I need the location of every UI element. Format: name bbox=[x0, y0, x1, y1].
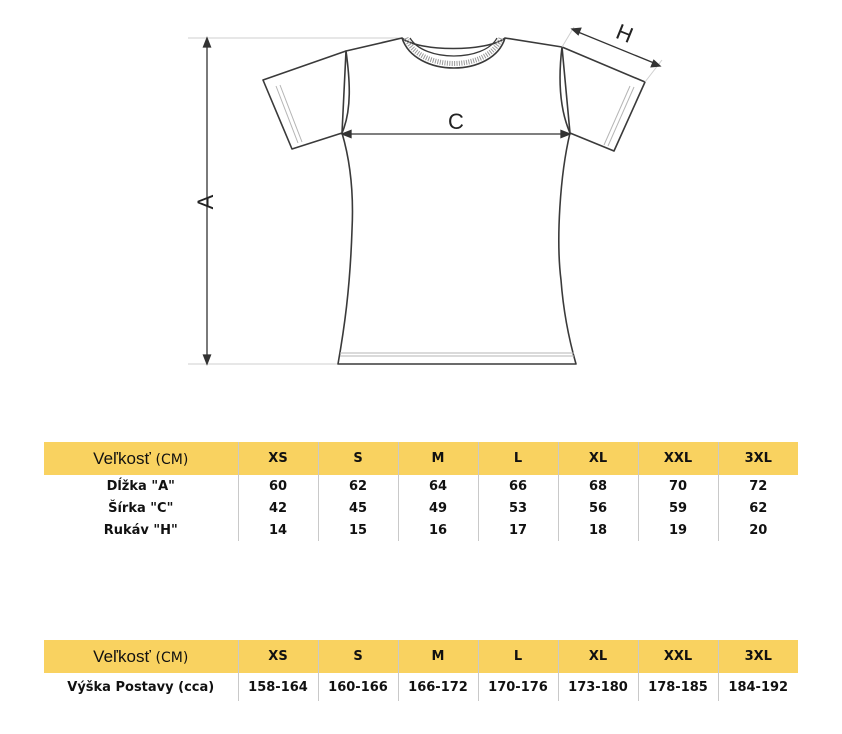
table-cell: 15 bbox=[318, 519, 398, 541]
label-sleeve: H bbox=[612, 18, 637, 49]
header-size-xxl: XXL bbox=[638, 442, 718, 475]
header-size-xs: XS bbox=[238, 640, 318, 673]
body-height-table bbox=[44, 640, 798, 701]
table-cell: 18 bbox=[558, 519, 638, 541]
header-size-xl: XL bbox=[558, 442, 638, 475]
header-size-l: L bbox=[478, 640, 558, 673]
table-cell: 184-192 bbox=[728, 679, 789, 695]
table-cell: 72 bbox=[749, 478, 768, 494]
table-row-length bbox=[44, 475, 798, 497]
row-label: Výška Postavy (cca) bbox=[44, 673, 238, 701]
header-size-xs: XS bbox=[238, 442, 318, 475]
header-size-m: M bbox=[398, 640, 478, 673]
table-cell: 173-180 bbox=[558, 673, 638, 701]
table-cell: 19 bbox=[638, 519, 718, 541]
table-cell: 70 bbox=[638, 475, 718, 497]
tshirt-outline bbox=[263, 38, 645, 364]
table-cell: 62 bbox=[749, 500, 768, 516]
table-cell: 17 bbox=[478, 519, 558, 541]
header-size-3xl: 3XL bbox=[718, 640, 798, 673]
table-cell: 170-176 bbox=[478, 673, 558, 701]
row-label: Dĺžka "A" bbox=[44, 475, 238, 497]
label-length: A bbox=[192, 194, 218, 210]
header-size-label: Veľkosť (CM) bbox=[44, 442, 238, 475]
table-cell: 158-164 bbox=[238, 673, 318, 701]
table-cell: 68 bbox=[558, 475, 638, 497]
table-cell: 45 bbox=[318, 497, 398, 519]
header-size-xxl: XXL bbox=[638, 640, 718, 673]
table-cell: 16 bbox=[398, 519, 478, 541]
table-cell: 66 bbox=[478, 475, 558, 497]
table-header-row bbox=[44, 442, 798, 475]
header-size-s: S bbox=[318, 442, 398, 475]
header-size-xl: XL bbox=[558, 640, 638, 673]
label-width: C bbox=[448, 108, 464, 134]
header-size-l: L bbox=[478, 442, 558, 475]
table-cell: 53 bbox=[478, 497, 558, 519]
table-cell: 49 bbox=[398, 497, 478, 519]
table-cell: 166-172 bbox=[398, 673, 478, 701]
table-row-width bbox=[44, 497, 798, 519]
table-row-height bbox=[44, 673, 798, 701]
table-cell: 42 bbox=[238, 497, 318, 519]
table-row-sleeve bbox=[44, 519, 798, 541]
table-cell: 56 bbox=[558, 497, 638, 519]
header-size-s: S bbox=[318, 640, 398, 673]
table-cell: 60 bbox=[238, 475, 318, 497]
header-size-3xl: 3XL bbox=[718, 442, 798, 475]
table-cell: 160-166 bbox=[318, 673, 398, 701]
table-cell: 64 bbox=[398, 475, 478, 497]
table-cell: 178-185 bbox=[638, 673, 718, 701]
header-size-label: Veľkosť (CM) bbox=[44, 640, 238, 673]
table-cell: 59 bbox=[638, 497, 718, 519]
table-cell: 20 bbox=[749, 522, 768, 538]
header-size-m: M bbox=[398, 442, 478, 475]
measurements-table bbox=[44, 442, 798, 541]
table-cell: 14 bbox=[238, 519, 318, 541]
table-header-row bbox=[44, 640, 798, 673]
table-cell: 62 bbox=[318, 475, 398, 497]
row-label: Šírka "C" bbox=[44, 497, 238, 519]
row-label: Rukáv "H" bbox=[44, 519, 238, 541]
